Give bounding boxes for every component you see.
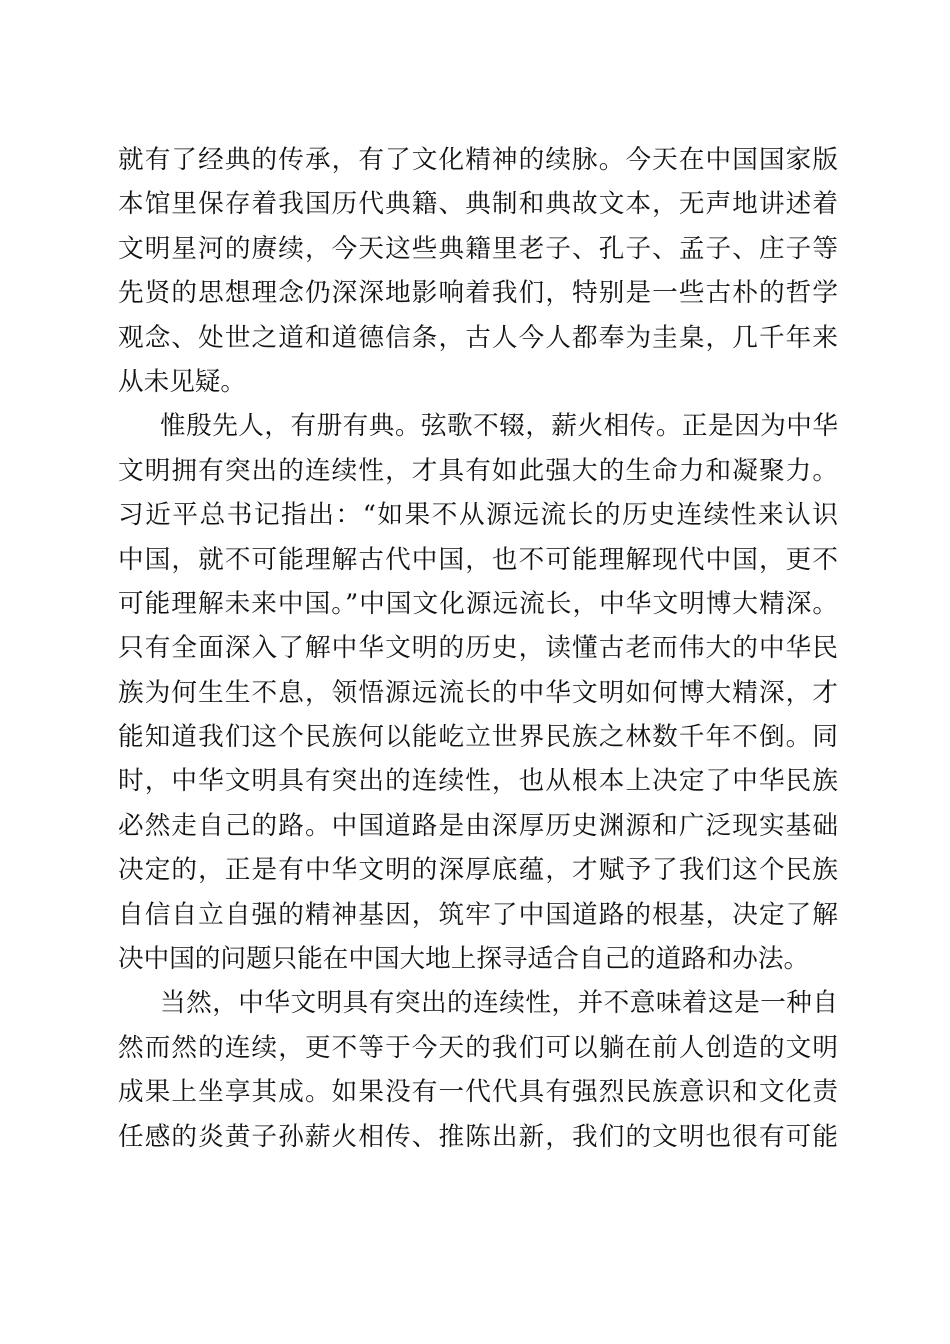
text-line: 成果上坐享其成。如果没有一代代具有强烈民族意识和文化责 — [118, 1077, 838, 1108]
text-line: 就有了经典的传承，有了文化精神的续脉。今天在中国国家版 — [118, 145, 838, 175]
text-line: 文明星河的赓续，今天这些典籍里老子、孔子、孟子、庄子等 — [118, 233, 838, 264]
text-line: 本馆里保存着我国历代典籍、典制和典故文本，无声地讲述着 — [118, 189, 838, 220]
text-line: 时，中华文明具有突出的连续性，也从根本上决定了中华民族 — [118, 766, 838, 797]
text-line: 族为何生生不息，领悟源远流长的中华文明如何博大精深，才 — [118, 677, 838, 708]
text-line: 从未见疑。 — [118, 366, 246, 397]
text-line: 当然，中华文明具有突出的连续性，并不意味着这是一种自 — [160, 988, 838, 1019]
text-line: 只有全面深入了解中华文明的历史，读懂古老而伟大的中华民 — [118, 633, 838, 664]
text-line: 自信自立自强的精神基因，筑牢了中国道路的根基，决定了解 — [118, 899, 838, 930]
text-line: 能知道我们这个民族何以能屹立世界民族之林数千年不倒。同 — [118, 722, 838, 753]
text-line: 惟殷先人，有册有典。弦歌不辍，薪火相传。正是因为中华 — [160, 411, 838, 442]
text-line: 然而然的连续，更不等于今天的我们可以躺在前人创造的文明 — [118, 1032, 838, 1063]
text-line: 决定的，正是有中华文明的深厚底蕴，才赋予了我们这个民族 — [118, 855, 838, 886]
text-line: 文明拥有突出的连续性，才具有如此强大的生命力和凝聚力。 — [118, 455, 838, 486]
text-line: 必然走自己的路。中国道路是由深厚历史渊源和广泛现实基础 — [118, 810, 838, 841]
paragraph-2 — [118, 404, 838, 981]
text-line: 决中国的问题只能在中国大地上探寻适合自己的道路和办法。 — [118, 944, 810, 975]
body-text — [118, 138, 838, 1159]
paragraph-3 — [118, 981, 838, 1159]
text-line: 观念、处世之道和道德信条，古人今人都奉为圭臬，几千年来 — [118, 322, 838, 353]
text-line: 可能理解未来中国。”中国文化源远流长，中华文明博大精深。 — [118, 588, 838, 619]
text-line: 任感的炎黄子孙薪火相传、推陈出新，我们的文明也很有可能 — [118, 1121, 838, 1152]
text-line: 习近平总书记指出：“如果不从源远流长的历史连续性来认识 — [118, 500, 838, 531]
text-line: 先贤的思想理念仍深深地影响着我们，特别是一些古朴的哲学 — [118, 278, 838, 309]
paragraph-1 — [118, 138, 838, 404]
text-line: 中国，就不可能理解古代中国，也不可能理解现代中国，更不 — [118, 544, 838, 575]
